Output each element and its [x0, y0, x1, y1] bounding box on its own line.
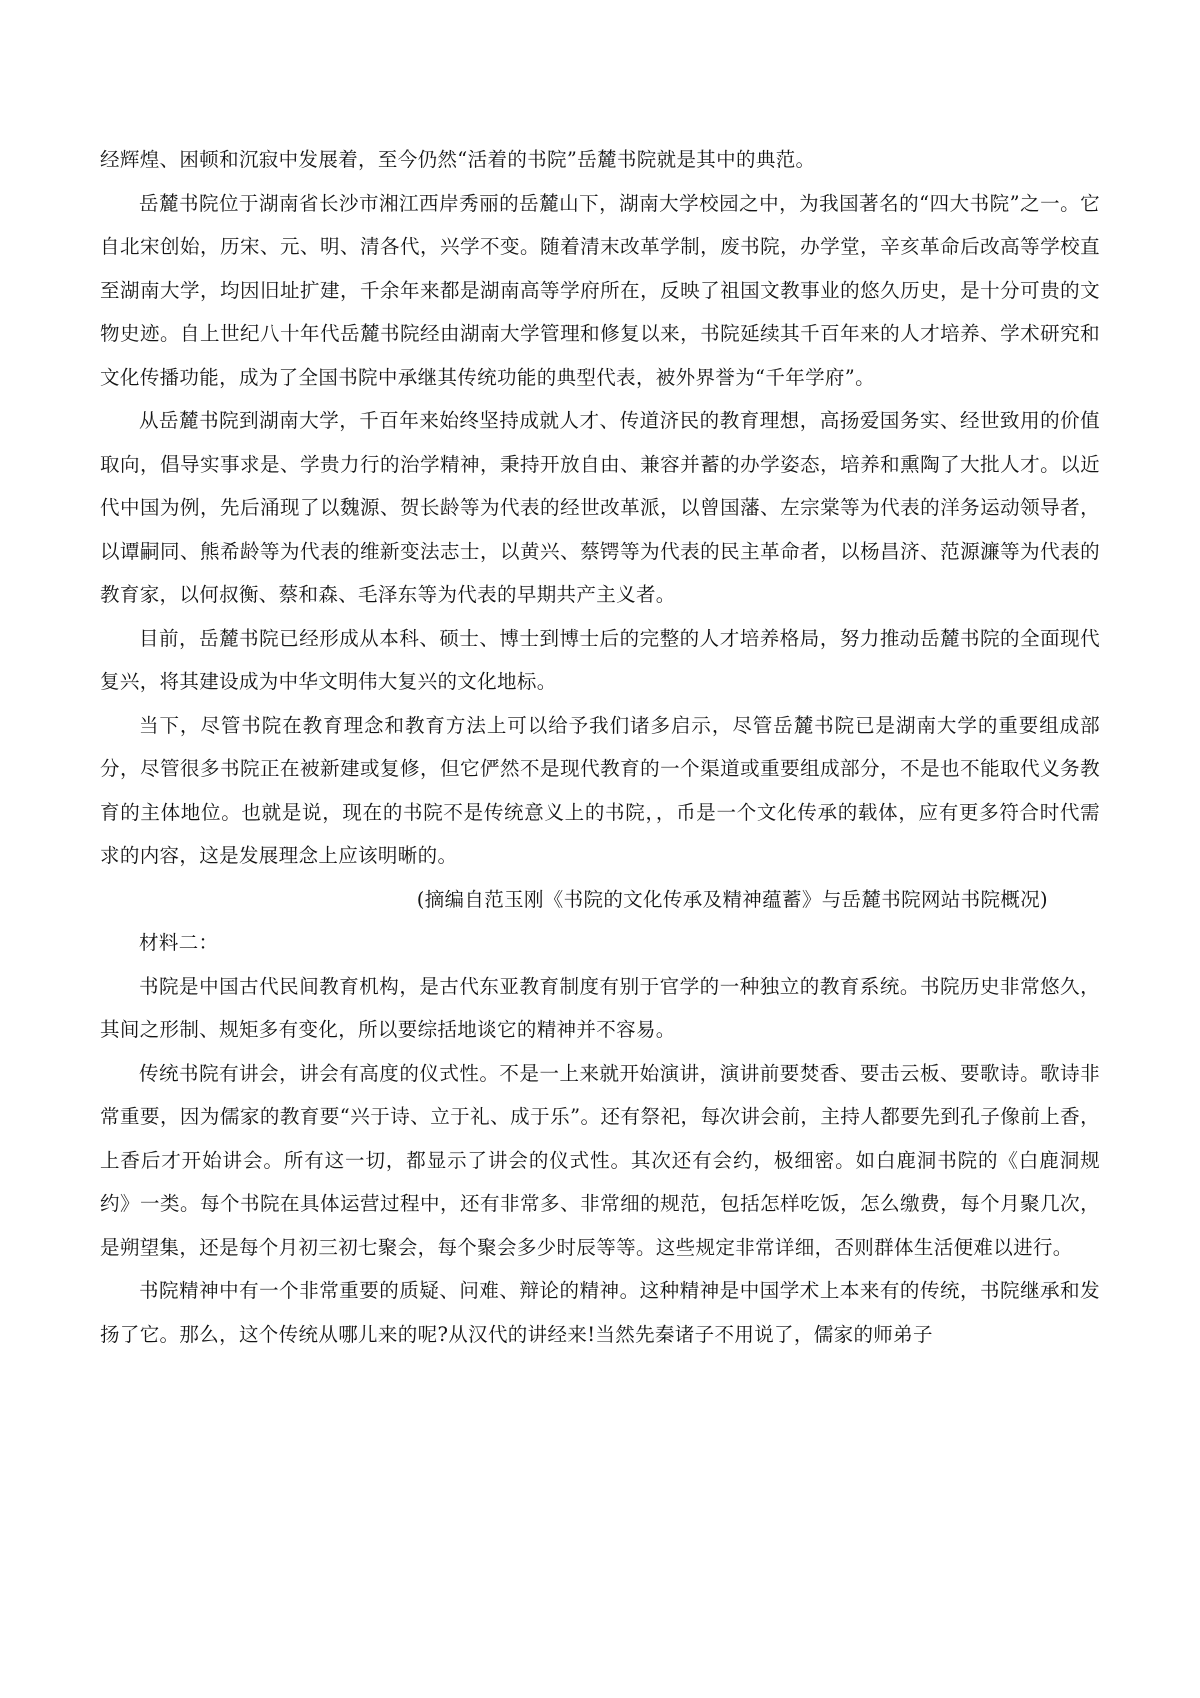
paragraph-questioning-spirit: 书院精神中有一个非常重要的质疑、问难、辩论的精神。这种精神是中国学术上本来有的传统，书院继承和发扬了它。那么，这个传统从哪儿来的呢?从汉代的讲经来!当然先秦诸子不用说了，儒家的师弟子: [100, 1279, 1100, 1346]
paragraph-yuelu-talents: 从岳麓书院到湖南大学，千百年来始终坚持成就人才、传道济民的教育理想，高扬爱国务实、经世致用的价值取向，倡导实事求是、学贵力行的治学精神，秉持开放自由、兼容并蓄的办学姿态，培养和熏陶了大批人才。以近代中国为例，先后涌现了以魏源、贺长龄等为代表的经世改革派，以曾国藩、左宗棠等为代表的洋务运动领导者，以谭嗣同、熊希龄等为代表的维新变法志士，以黄兴、蔡锷等为代表的民主革命者，以杨昌济、范源濂等为代表的教育家，以何叔衡、蔡和森、毛泽东等为代表的早期共产主义者。: [100, 409, 1100, 606]
paragraph-academy-definition: 书院是中国古代民间教育机构，是古代东亚教育制度有别于官学的一种独立的教育系统。书院历史非常悠久，其间之形制、规矩多有变化，所以要综括地谈它的精神并不容易。: [100, 974, 1100, 1041]
source-note: (摘编自范玉刚《书院的文化传承及精神蕴蓄》与岳麓书院网站书院概况): [416, 887, 1048, 911]
paragraph-continuation: 经辉煌、困顿和沉寂中发展着，至今仍然“活着的书院”岳麓书院就是其中的典范。: [100, 148, 816, 171]
paragraph-yuelu-present: 目前，岳麓书院已经形成从本科、硕士、博士到博士后的完整的人才培养格局，努力推动岳麓书院的全面现代复兴，将其建设成为中华文明伟大复兴的文化地标。: [100, 626, 1100, 693]
material-two-heading: 材料二：: [139, 931, 219, 954]
paragraph-yuelu-location: 岳麓书院位于湖南省长沙市湘江西岸秀丽的岳麓山下，湖南大学校园之中，为我国著名的“四大书院”之一。它自北宋创始，历宋、元、明、清各代，兴学不变。随着清末改革学制，废书院，办学堂，辛亥革命后改高等学校直至湖南大学，均因旧址扩建，千余年来都是湖南高等学府所在，反映了祖国文教事业的悠久历史，是十分可贵的文物史迹。自上世纪八十年代岳麓书院经由湖南大学管理和修复以来，书院延续其千百年来的人才培养、学术研究和文化传播功能，成为了全国书院中承继其传统功能的典型代表，被外界誉为“千年学府”。: [100, 191, 1100, 389]
text-column: [100, 138, 1100, 1356]
paragraph-lecture-ritual: 传统书院有讲会，讲会有高度的仪式性。不是一上来就开始演讲，演讲前要焚香、要击云板、要歌诗。歌诗非常重要，因为儒家的教育要“兴于诗、立于礼、成于乐”。还有祭祀，每次讲会前，主持人都要先到孔子像前上香，上香后才开始讲会。所有这一切，都显示了讲会的仪式性。其次还有会约，极细密。如白鹿洞书院的《白鹿洞规约》一类。每个书院在具体运营过程中，还有非常多、非常细的规范，包括怎样吃饭，怎么缴费，每个月聚几次，是朔望集，还是每个月初三初七聚会，每个聚会多少时辰等等。这些规定非常详细，否则群体生活便难以进行。: [100, 1061, 1100, 1259]
paragraph-modern-academy: 当下，尽管书院在教育理念和教育方法上可以给予我们诸多启示，尽管岳麓书院已是湖南大学的重要组成部分，尽管很多书院正在被新建或复修，但它俨然不是现代教育的一个渠道或重要组成部分，不是也不能取代义务教育的主体地位。也就是说，现在的书院不是传统意义上的书院，，币是一个文化传承的载体，应有更多符合时代需求的内容，这是发展理念上应该明晰的。: [100, 713, 1100, 867]
